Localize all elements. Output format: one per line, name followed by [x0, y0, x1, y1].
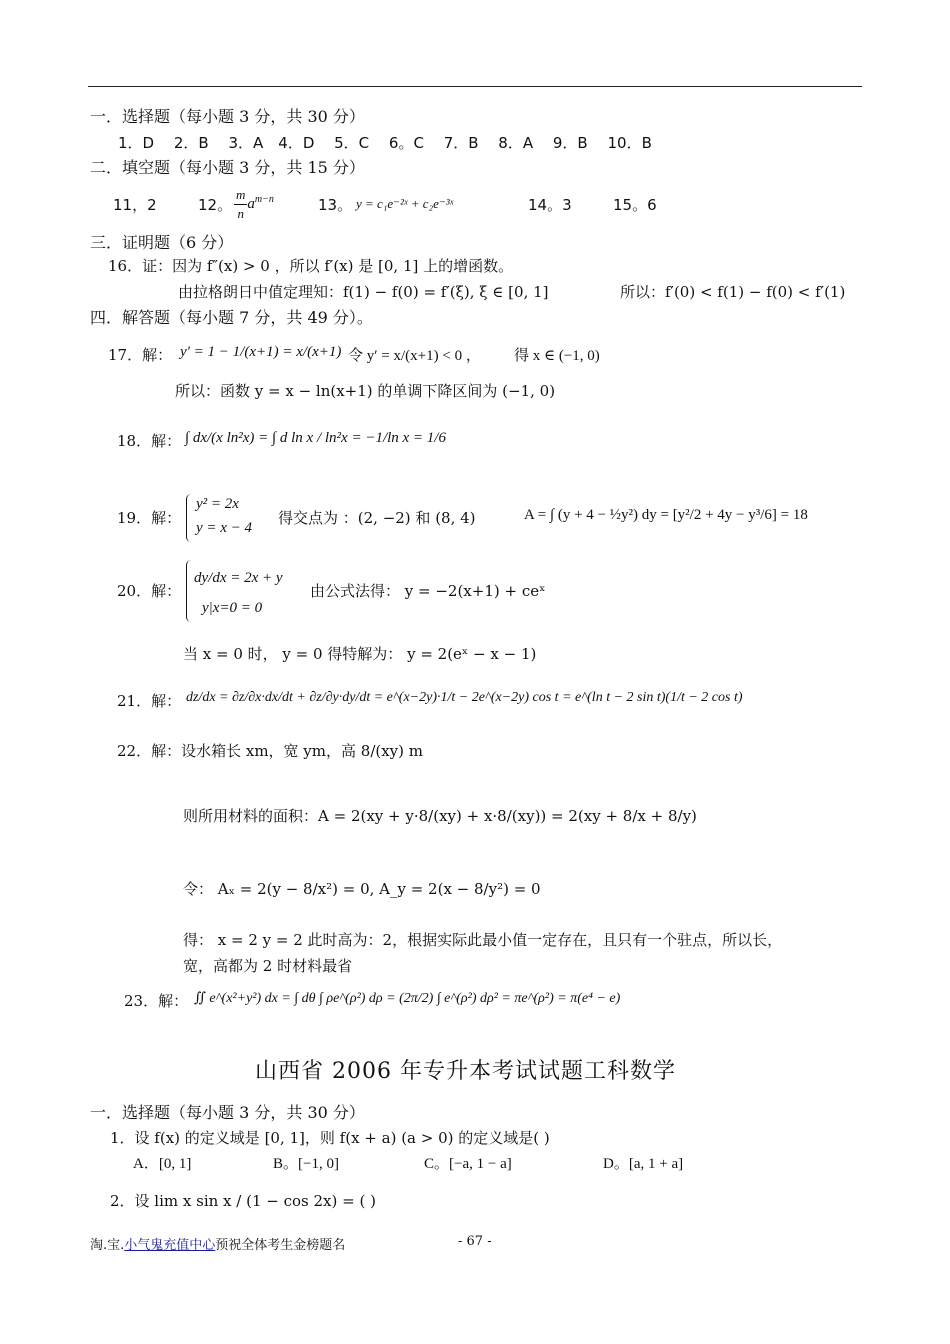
q20-label: 20．解：	[117, 582, 182, 600]
q17-derivative: y′ = 1 − 1/(x+1) = x/(x+1)	[180, 344, 342, 360]
q23-label: 23．解：	[124, 992, 189, 1010]
q20-particular-solution: 当 x = 0 时， y = 0 得特解为： y = 2(eˣ − x − 1)	[183, 645, 537, 663]
q19-system-eq2: y = x − 4	[196, 520, 253, 536]
q20-system-eq1: dy/dx = 2x + y	[194, 570, 283, 586]
q17-conclusion: 所以：函数 y = x − ln(x+1) 的单调下降区间为 (−1, 0)	[175, 382, 556, 400]
q21-chain-rule: dz/dx = ∂z/∂x·dx/dt + ∂z/∂y·dy/dt = e^(x−2y)·1/t − 2e^(x−2y) cos t = e^(ln t − 2 sin t)(1/t − 2 cos t)	[186, 690, 743, 705]
header-rule	[88, 86, 862, 87]
q19-label: 19．解：	[117, 509, 182, 527]
proof-16-line2: 由拉格朗日中值定理知：f(1) − f(0) = f′(ξ), ξ ∈ [0, 1]	[178, 283, 549, 301]
question-1: 1．设 f(x) 的定义域是 [0, 1]，则 f(x + a) (a > 0) 的定义域是( )	[110, 1129, 550, 1147]
footer-prefix: 淘.宝.	[90, 1238, 125, 1253]
q19-area: A = ∫ (y + 4 − ½y²) dy = [y²/2 + 4y − y³/6] = 18	[524, 507, 808, 523]
answer-12-label: 12。	[198, 196, 233, 214]
q22-result-line2: 宽，高都为 2 时材料最省	[183, 957, 353, 975]
answer-13-label: 13。	[318, 196, 353, 214]
q19-system-eq1: y² = 2x	[196, 496, 239, 512]
answer-13-formula: y = c₁e⁻²ˣ + c₂e⁻³ˣ	[356, 196, 454, 211]
question-1-option-d: D。[a, 1 + a]	[603, 1156, 684, 1172]
section-solve-heading: 四．解答题（每小题 7 分，共 49 分）。	[90, 308, 373, 327]
page-number: - 67 -	[458, 1234, 492, 1249]
q20-system-eq2: y|x=0 = 0	[202, 600, 263, 616]
q22-setup: 22．解：设水箱长 xm，宽 ym，高 8/(xy) m	[117, 742, 423, 760]
question-1-option-a: A．[0, 1]	[133, 1156, 192, 1172]
footer-left	[90, 1234, 345, 1253]
q22-result-line1: 得： x = 2 y = 2 此时高为：2，根据实际此最小值一定存在，且只有一个驻点，所以长，	[183, 931, 783, 949]
section2-choice-heading: 一．选择题（每小题 3 分，共 30 分）	[90, 1103, 365, 1122]
q18-integral: ∫ dx/(x ln²x) = ∫ d ln x / ln²x = −1/ln x = 1/6	[185, 430, 446, 446]
section-proof-heading: 三．证明题（6 分）	[90, 233, 234, 252]
q18-label: 18．解：	[117, 432, 182, 450]
q17-label: 17．解：	[108, 346, 173, 364]
q19-brace	[186, 494, 191, 542]
q20-general-solution: 由公式法得： y = −2(x+1) + ceˣ	[310, 582, 546, 600]
proof-16-conclusion: 所以：f′(0) < f(1) − f(0) < f′(1)	[620, 283, 846, 301]
q19-intersections: 得交点为 ：(2, −2) 和 (8, 4)	[278, 509, 476, 527]
q20-brace	[186, 560, 191, 622]
q17-interval: 得 x ∈ (−1, 0)	[514, 348, 600, 364]
question-1-option-b: B。[−1, 0]	[273, 1156, 339, 1172]
footer-link[interactable]: 小气鬼充值中心	[124, 1238, 216, 1253]
answer-14: 14。3	[528, 196, 572, 214]
q21-label: 21．解：	[117, 692, 182, 710]
footer-suffix: 预祝全体考生金榜题名	[215, 1238, 346, 1253]
section-fill-heading: 二．填空题（每小题 3 分，共 15 分）	[90, 158, 365, 177]
q22-partials: 令： Aₓ = 2(y − 8/x²) = 0, A_y = 2(x − 8/y²) = 0	[183, 880, 541, 898]
q22-area: 则所用材料的面积：A = 2(xy + y·8/(xy) + x·8/(xy)) = 2(xy + 8/x + 8/y)	[183, 807, 697, 825]
answer-12-formula: $\frac{m}{n}$ $a^{m-n}$	[236, 187, 274, 221]
proof-16-line1: 16．证：因为 f″(x) > 0 ，所以 f′(x) 是 [0, 1] 上的增函数。	[108, 257, 514, 275]
q17-condition: 令 y′ = x/(x+1) < 0 ，	[348, 348, 481, 364]
q23-double-integral: ∬ e^(x²+y²) dx = ∫ dθ ∫ ρe^(ρ²) dρ = (2π/2) ∫ e^(ρ²) dρ² = πe^(ρ²) = π(e⁴ − e)	[194, 991, 621, 1006]
question-1-option-c: C。[−a, 1 − a]	[424, 1156, 512, 1172]
answer-11: 11，2	[113, 196, 157, 214]
choice-answers: 1．D 2．B 3．A 4．D 5．C 6。C 7．B 8．A 9．B 10．B	[118, 134, 652, 152]
answer-15: 15。6	[613, 196, 657, 214]
exam-title: 山西省 2006 年专升本考试试题工科数学	[255, 1059, 676, 1084]
question-2: 2．设 lim x sin x / (1 − cos 2x) = ( )	[110, 1192, 376, 1210]
section-choice-heading: 一．选择题（每小题 3 分，共 30 分）	[90, 107, 365, 126]
